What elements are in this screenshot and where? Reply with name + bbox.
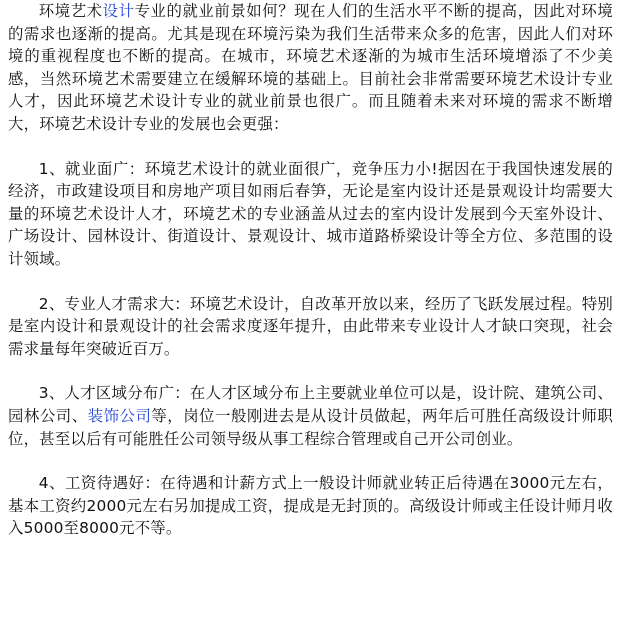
point-regional-distribution: [8, 382, 613, 450]
paragraph-spacer: [8, 136, 613, 158]
point-salary: 4、工资待遇好：在待遇和计薪方式上一般设计师就业转正后待遇在3000元左右，基本工资约2000元左右另加提成工资，提成是无封顶的。高级设计师或主任设计师月收入5000至8000元不等。: [8, 474, 613, 538]
paragraph-spacer: [8, 271, 613, 293]
intro-text-rest: 专业的就业前景如何？现在人们的生活水平不断的提高，因此对环境的需求也逐渐的提高。尤其是现在环境污染为我们生活带来众多的危害，因此人们对环境的重视程度也不断的提高。在城市，环境艺术逐渐的为城市生活环境增添了不少美感，当然环境艺术需要建立在缓解环境的基础上。目前社会非常需要环境艺术设计专业人才，因此环境艺术设计专业的就业前景也很广。而且随着未来对环境的需求不断增大，环境艺术设计专业的发展也会更强：: [8, 2, 613, 133]
intro-text-start: 环境艺术: [38, 2, 103, 20]
decoration-company-link[interactable]: 装饰公司: [87, 406, 152, 425]
point-talent-demand: 2、专业人才需求大：环境艺术设计，自改革开放以来，经历了飞跃发展过程。特别是室内设计和景观设计的社会需求度逐年提升，由此带来专业设计人才缺口突现，社会需求量每年突破近百万。: [8, 294, 613, 358]
design-link[interactable]: 设计: [102, 2, 135, 20]
point-employment-scope: 1、就业面广：环境艺术设计的就业面很广，竞争压力小!据因在于我国快速发展的经济，市政建设项目和房地产项目如雨后春笋，无论是室内设计还是景观设计均需要大量的环境艺术设计人才，环境艺术的专业涵盖从过去的室内设计发展到今天室外设计、广场设计、园林设计、街道设计、景观设计、城市道路桥梁设计等全方位、多范围的设 计领域。: [8, 159, 613, 268]
intro-paragraph: [8, 0, 613, 136]
regional-text-start: 3、人才区域分布广：在人才区域分布上主要就业单位可以是，设计院、建筑公司、园林公司、: [8, 384, 613, 425]
paragraph-spacer: [8, 360, 613, 382]
regional-text-rest: 等，岗位一般刚进去是从设计员做起，两年后可胜任高级设计师职位，甚至以后有可能胜任公司领导级从事工程综合管理或自己开公司创业。: [8, 406, 613, 448]
paragraph-spacer: [8, 450, 613, 472]
